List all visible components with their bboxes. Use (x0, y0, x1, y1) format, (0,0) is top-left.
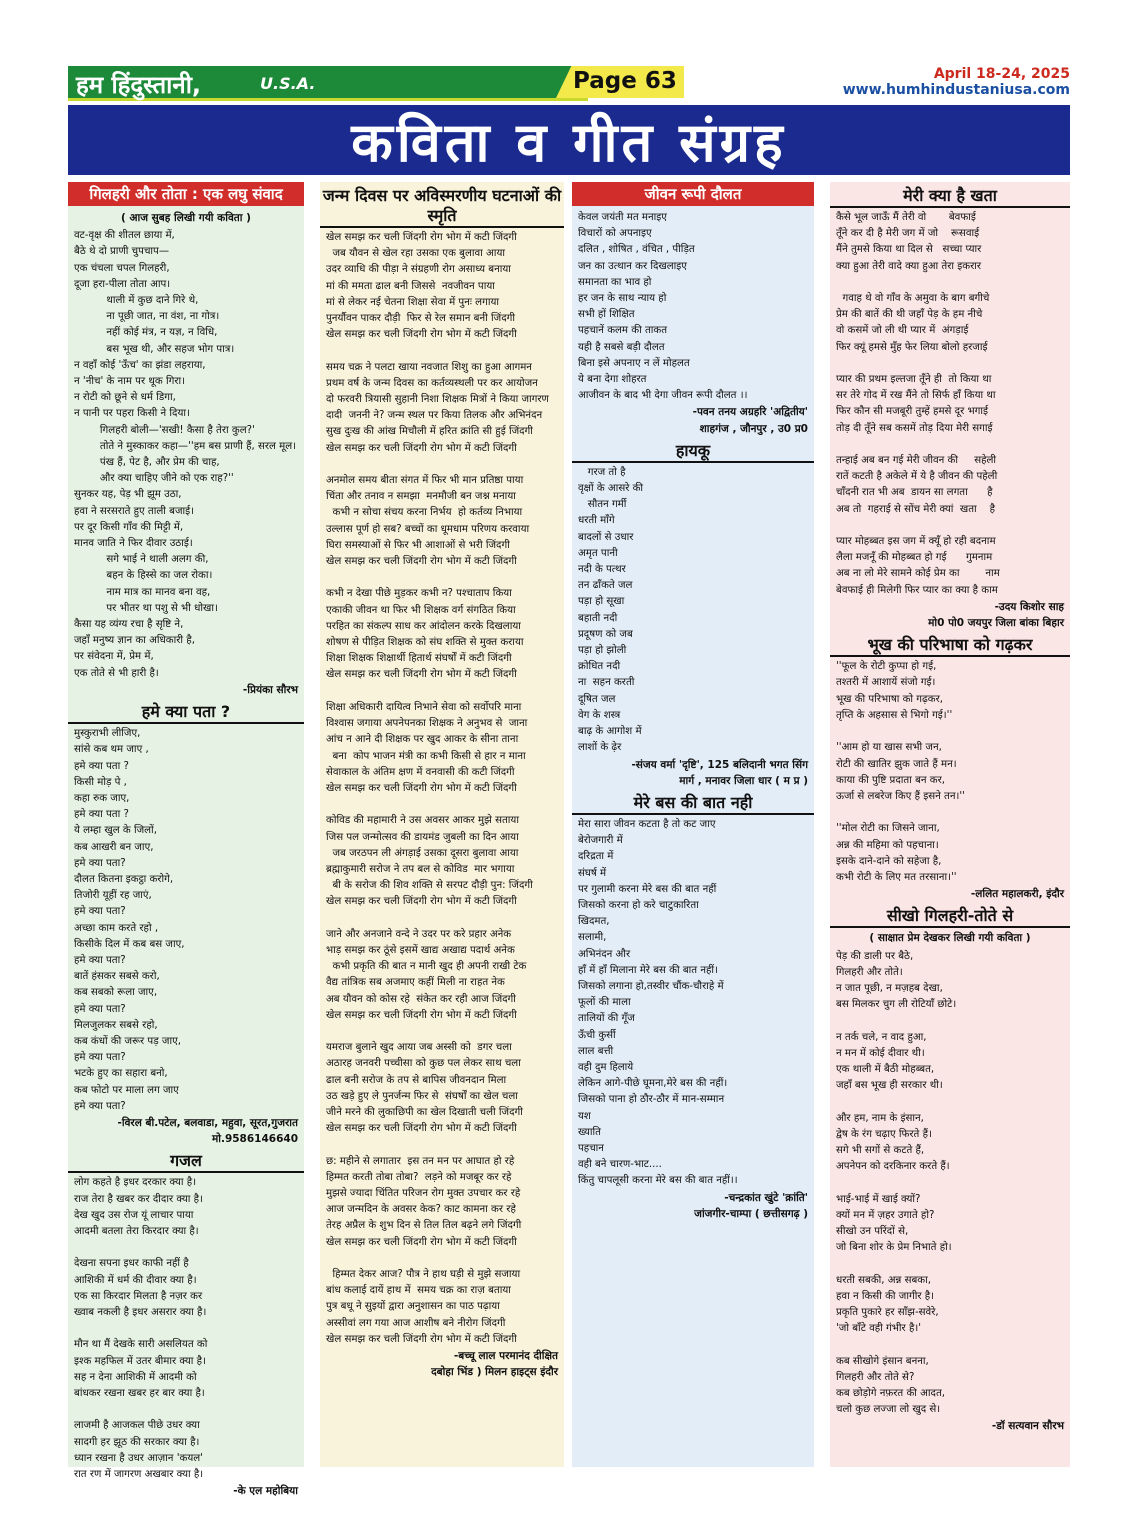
poem-title: गजल (68, 1151, 304, 1173)
poem-text: लोग कहते है इधर दरकार क्या है। राज तेरा है खबर कर दीदार क्या है। देख खुद उस रोज यूं लाचार पाया आदमी बतला तेरा किरदार क्या है। देखना सपना इधर काफी नहीं है आशिकी में धर्म की दीवार क्या है। एक सा किरदार मिलता है नज़र कर ख्वाब नकली है इधर असरार क्या है। मौन था मैं देखके सारी असलियत को इश्क महफिल में उतर बीमार क्या है। सह न देना आशिकी में आदमी को बांधकर रखना खबर हर बार क्या है। लाजमी है आजकल पीछे उधर क्या सादगी हर झूठ की सरकार क्या है। ध्यान रखना है उधर आज़ान 'कयल' रात रण में जागरण अखबार क्या है। (74, 1177, 208, 1481)
poem-author: -के एल महोबिया (233, 1485, 298, 1498)
poem-text: मुस्कुराभी लीजिए, सांसे कब थम जाए , हमे क्या पता ? किसी मोड़ पे , कहा रुक जाए, हमे क्या पता ? ये लम्हा खुल के जिलों, कब आखरी बन जाए, हमे क्या पता? दौलत कितना इकट्ठा करोगे, तिजोरी यूहीं रह जाएं, हमे क्या पता? अच्छा काम करते रहो , किसीके दिल में कब बस जाए, हमे क्या पता? बातें हंसकर सबसे करो, कब सबको रूला जाए, हमे क्या पता? मिलजुलकर सबसे रहो, कब कंधों की जरूर पड़ जाए, हमे क्या पता? भटके हुए का सहारा बनो, कब फोटो पर माला लग जाए हमे क्या पता? (74, 728, 185, 1112)
poem-text: वट-वृक्ष की शीतल छाया में, बैठे थे दो प्राणी चुपचाप— एक चंचला चपल गिलहरी, दूजा हरा-पीला तोता आप। थाली में कुछ दाने गिरे थे, ना पूछी जात, ना वंश, ना गोत्र। नहीं कोई मंत्र, न यज्ञ, न विधि, बस भूख थी, और सहज भोग पात्र। न वहाँ कोई 'ऊँच' का झंडा लहराया, न 'नीच' के नाम पर थूक गिरा। न रोटी को छूने से धर्म डिगा, न पानी पर पहरा किसी ने दिया। गिलहरी बोली—'सखी! कैसा है तेरा कुल?' तोते ने मुस्काकर कहा—''हम बस प्राणी हैं, सरल मूल। पंख हैं, पेट है, और प्रेम की चाह, और क्या चाहिए जीने को एक राह?'' सुनकर यह, पेड़ भी झूम उठा, हवा ने सरसराते हुए ताली बजाई। पर दूर किसी गाँव की मिट्टी में, मानव जाति ने फिर दीवार उठाई। सगे भाई ने थाली अलग की, बहन के हिस्से का जल रोका। नाम मात्र का मानव बना वह, पर भीतर था पशु से भी धोखा। कैसा यह व्यंग्य रचा है सृष्टि ने, जहाँ मनुष्य ज्ञान का अधिकारी है, पर संवेदना में, प्रेम में, एक तोते से भी हारी है। (74, 230, 297, 679)
poem-text: खेल समझ कर चली जिंदगी रोग भोग में कटी जिंदगी जब यौवन से खेल रहा उसका एक बुलावा आया उदर व्याधि की पीड़ा ने संग्रहणी रोग असाध्य बनाया मां की ममता ढाल बनी जिससे नवजीवन पाया मां से लेकर नई चेतना शिक्षा सेवा में पुनः लगाया पुनर्यौवन पाकर दौड़ी फिर से रेल समान बनी जिंदगी खेल समझ कर चली जिंदगी रोग भोग में कटी जिंदगी समय चक्र ने पलटा खाया नवजात शिशु का हुआ आगमन प्रथम वर्ष के जन्म दिवस का कर्तव्यस्थली पर कर आयोजन दो फरवरी त्रियासी सुहानी निशा शिक्षक मित्रों ने किया जागरण दादी जननी ने? जन्म स्थल पर किया तिलक और अभिनंदन सुख दुःख की आंख मिचौली में हरित क्रांति सी हुई जिंदगी खेल समझ कर चली जिंदगी रोग भोग में कटी जिंदगी अनमोल समय बीता संगत में फिर भी मान प्रतिष्ठा पाया चिंता और तनाव न समझा मनमौजी बन जश्न मनाया कभी न सोचा संचय करना निर्भय हो कर्तव्य निभाया उल्लास पूर्ण हो सब? बच्चों का धूमधाम परिणय करवाया घिरा समस्याओं से फिर भी आशाओं से भरी जिंदगी खेल समझ कर चली जिंदगी रोग भोग में कटी जिंदगी कभी न देखा पीछे मुड़कर कभी न? पश्चाताप किया एकाकी जीवन था फिर भी शिक्षक वर्ग संगठित किया परहित का संकल्प साध कर आंदोलन करके दिखलाया शोषण से पीड़ित शिक्षक को संघ शक्ति से मुक्त कराया शिक्षा शिक्षक शिक्षार्थी हितार्थ संघर्षों में कटी जिंदगी खेल समझ कर चली जिंदगी रोग भोग में कटी जिंदगी शिक्षा अधिकारी दायित्व निभाने सेवा को सर्वोपरि माना विश्वास जगाया अपनेपनका शिक्षक ने अनुभव से जाना आंच न आने दी शिक्षक पर खुद आकर के सीना ताना बना कोप भाजन मंत्री का कभी किसी से हार न माना सेवाकाल के अंतिम क्षण में वनवासी की कटी जिंदगी खेल समझ कर चली जिंदगी रोग भोग में कटी जिंदगी कोविड की महामारी ने उस अवसर आकर मुझे सताया जिस पल जन्मोत्सव की डायमंड जुबली का दिन आया जब जरठपन ली अंगड़ाई उसका दूसरा बुलावा आया ब्रह्माकुमारी सरोज ने तप बल से कोविड मार भगाया बी के सरोज की शिव शक्ति से सरपट दौड़ी पुन: जिंदगी खेल समझ कर चली जिंदगी रोग भोग में कटी जिंदगी जाने और अनजाने वन्दे ने उदर पर करे प्रहार अनेक भाड़ समझ कर ठूंसे इसमें खाद्य अखाद्य पदार्थ अनेक कभी प्रकृति की बात न मानी खुद ही अपनी राखी टेक वैद्य तांत्रिक सब अजमाए कहीं मिली ना राहत नेक अब यौवन को कोस रहे संकेत कर रही आज जिंदगी खेल समझ कर चली जिंदगी रोग भोग में कटी जिंदगी यमराज बुलाने खुद आया जब अस्सी को डगर चला अठारह जनवरी पच्चीसा को कुछ पल लेकर साथ चला ढाल बनी सरोज के तप से बापिस जीवनदान मिला उठ खड़े हुए ले पुनर्जन्म फिर से संघर्षों का खेल चला जीने मरने की लुकाछिपी का खेल दिखाती चली जिंदगी खेल समझ कर चली जिंदगी रोग भोग में कटी जिंदगी छ: महीने से लगातार इस तन मन पर आघात हो रहे हिम्मत करती तोबा तोबा? लड़ने को मजबूर कर रहे मुझसे ज्यादा चिंतित परिजन रोग मुक्त उपचार कर रहे आज जन्मदिन के अवसर केक? काट कामना कर रहे तेरह अप्रैल के शुभ दिन से तिल तिल बढ़ने लगे जिंदगी खेल समझ कर चली जिंदगी रोग भोग में कटी जिंदगी हिम्मत देकर आज? पौत्र ने हाथ घड़ी से मुझे सजाया बांध कलाई दायें हाथ में समय चक्र का राज़ बताया पुत्र बधू ने सुइयों द्वारा अनुशासन का पाठ पढ़ाया अस्सीवां लग गया आज आशीष बने नीरोग जिंदगी खेल समझ कर चली जिंदगी रोग भोग में कटी जिंदगी (326, 232, 549, 1345)
column-4 (830, 182, 1070, 1467)
poem-title: सीखो गिलहरी-तोते से (830, 906, 1070, 928)
poem-text: मेरा सारा जीवन कटता है तो कट जाए बेरोजगारी में दरिद्रता में संघर्ष में पर गुलामी करना मेरे बस की बात नहीं जिसको करना हो करे चाटुकारिता खिदमत, सलामी, अभिनंदन और हाँ में हाँ मिलाना मेरे बस की बात नहीं। जिसको लगाना हो,तस्वीर चौंक-चौराहे में फूलों की माला तालियों की गूँज ऊँची कुर्सी लाल बत्ती वही दुम हिलाये लेकिन आगे-पीछे घूमना,मेरे बस की नहीं। जिसको पाना हो ठौर-ठौर में मान-सम्मान यश ख्याति पहचान वही बने चारण-भाट.... किंतु चापलूसी करना मेरे बस की बात नहीं।। (578, 818, 738, 1187)
date-block (843, 66, 1070, 98)
poem-title: हमे क्या पता ? (68, 702, 304, 724)
poem-title: जन्म दिवस पर अविस्मरणीय घटनाओं की स्मृति (320, 186, 564, 228)
poem-author: -विरल बी.पटेल, बलवाडा, महुवा, सूरत,गुजरात (117, 1116, 298, 1129)
poem-title: मेरी क्या है खता (830, 186, 1070, 208)
poem-author: -डॉ सत्यवान सौरभ (991, 1420, 1064, 1433)
poem-author-place: मार्ग , मनावर जिला धार ( म प्र ) (679, 774, 808, 787)
poem-author: -चन्द्रकांत खुंटे 'क्रांति' (724, 1191, 808, 1204)
column-2 (320, 182, 564, 1467)
poem-text: गरज तो है वृक्षों के आसरे की सौतन गर्मी धरती माँगे बादलों से उधार अमृत पानी नदी के पत्थर तन ढाँकते जल पड़ा हो सूखा बहाती नदी प्रदूषण को जब पड़ा हो झोली क्रोधित नदी ना सहन करती दूषित जल वेग के शस्त्र बाढ़ के आगोश में लाशों के ढ़ेर (578, 466, 644, 754)
issue-date: April 18-24, 2025 (933, 66, 1070, 82)
page-number: Page 63 (573, 68, 677, 94)
poem-author-place: दबोहा भिंड ) मिलन हाइट्स इंदौर (431, 1366, 558, 1379)
website-link[interactable]: www.humhindustaniusa.com (842, 82, 1070, 98)
section-title: कविता व गीत संग्रह (351, 111, 787, 174)
poem-title: जीवन रूपी दौलत (572, 182, 814, 206)
poem-author-place: शाहगंज , जौनपुर , उ0 प्र0 (699, 422, 808, 435)
poem-author: -ललित महालकरी, इंदौर (970, 888, 1064, 901)
poem-text: केवल जयंती मत मनाइए विचारों को अपनाइए दलित , शोषित , वंचित , पीड़ित जन का उत्थान कर दिखलाइए समानता का भाव हो हर जन के साथ न्याय हो सभी हों शिक्षित पहचानें कलम की ताकत यही है सबसे बड़ी दौलत बिना इसे अपनाए न लें मोहलत ये बना देगा शोहरत आजीवन के बाद भी देगा जीवन रूपी दौलत ।। (578, 212, 748, 402)
poem-author-place: जांजगीर-चाम्पा ( छत्तीसगढ़ ) (694, 1207, 808, 1220)
section-banner (68, 105, 1070, 175)
poem-title: गिलहरी और तोता : एक लघु संवाद (68, 182, 304, 206)
poem-text: कैसे भूल जाऊँ मैं तेरी वो बेवफाई तूँने कर दी है मेरी जग में जो रूसवाई मैंने तुमसे किया था दिल से सच्चा प्यार क्या हुआ तेरी वादे क्या हुआ तेरा इकरार गवाह थे वो गाँव के अमुवा के बाग बगीचे प्रेम की बातें की थी जहाँ पेड़ के हम नीचे वो कसमें जो ली थी प्यार में अंगड़ाई फिर क्यूं हमसे मुँह फेर लिया बोलो हरजाई प्यार की प्रथम इल्तजा तूँने ही तो किया था सर तेरे गोद में रख मैंने तो सिर्फ हाँ किया था फिर कौन सी मजबूरी तुम्हें हमसे दूर भगाई तोड़ दी तूँने सब कसमें तोड़ दिया मेरी सगाई तन्हाई अब बन गई मेरी जीवन की सहेली रातें कटती है अकेले में ये है जीवन की पहेली चाँदनी रात भी अब डायन सा लगता है अब तो गहराई से सोंच मेरी क्यां खता है प्यार मोहब्बत इस जग में क्यूँ हो रही बदनाम लैला मजनूँ की मोहब्बत हो गई गुमनाम अब ना लो मेरे सामने कोई प्रेम का नाम बेवफाई ही मिलेगी फिर प्यार का क्या है काम (836, 212, 1000, 596)
column-3 (572, 182, 814, 1467)
poem-author: -प्रियंका सौरभ (242, 683, 298, 696)
poem-author-phone: मो.9586146640 (211, 1133, 298, 1146)
masthead-bar (68, 66, 588, 101)
top-header (68, 66, 1070, 100)
poem-author: -बच्चू लाल परमानंद दीक्षित (453, 1350, 558, 1363)
poem-title: हायकू (572, 441, 814, 463)
poem-author: -पवन तनय अग्रहरि 'अद्वितीय' (692, 406, 808, 419)
poem-author: -उदय किशोर साह (994, 600, 1064, 613)
poem-text: ''फूल के रोटी कुप्पा हो गई, तश्तरी में आशायें संजो गई। भूख की परिभाषा को गढ़कर, तृप्ति के अहसास से भिगो गई।'' ''आम हो या खास सभी जन, रोटी की खातिर झुक जाते हैं मन। काया की पुष्टि प्रदाता बन कर, ऊर्जा से लबरेज किए हैं इसने तन।'' ''मोल रोटी का जिसने जाना, अन्न की महिमा को पहचाना। इसके दाने-दाने को सहेजा है, कभी रोटी के लिए मत तरसाना।'' (836, 661, 965, 883)
poem-text: पेड़ की डाली पर बैठे, गिलहरी और तोते। न जात पूछी, न मज़हब देखा, बस मिलकर चुग ली रोटियाँ छोटे। न तर्क चले, न वाद हुआ, न मन में कोई दीवार थी। एक थाली में बैठी मोहब्बत, जहाँ बस भूख ही सरकार थी। और हम, नाम के इंसान, द्वेष के रंग चढ़ाए फिरते हैं। सगे भी सगों से कटते हैं, अपनेपन को दरकिनार करते हैं। भाई-भाई में खाई क्यों? क्यों मन में ज़हर उगाते हो? सीखो उन परिंदों से, जो बिना शोर के प्रेम निभाते हो। धरती सबकी, अन्न सबका, हवा न किसी की जागीर है। प्रकृति पुकारे हर साँझ-सवेरे, 'जो बाँटे वही गंभीर है।' कब सीखोगे इंसान बनना, गिलहरी और तोते से? कब छोड़ोगे नफ़रत की आदत, चलो कुछ लज्जा लो खुद से। (836, 950, 957, 1416)
poem-title: भूख की परिभाषा को गढ़कर (830, 635, 1070, 657)
poem-title: मेरे बस की बात नही (572, 793, 814, 815)
poem-subtitle: ( साक्षात प्रेम देखकर लिखी गयी कविता ) (869, 932, 1031, 945)
poem-author: -संजय वर्मा 'दृष्टि', 125 बलिदानी भगत सिंग (631, 758, 808, 771)
poem-author-place: मो0 पो0 जयपुर जिला बांका बिहार (928, 617, 1064, 630)
poem-subtitle: ( आज सुबह लिखी गयी कविता ) (121, 212, 251, 224)
masthead-usa: U.S.A. (260, 74, 316, 93)
column-1 (68, 182, 304, 1498)
masthead-title: हम हिंदुस्तानी, (76, 71, 202, 99)
